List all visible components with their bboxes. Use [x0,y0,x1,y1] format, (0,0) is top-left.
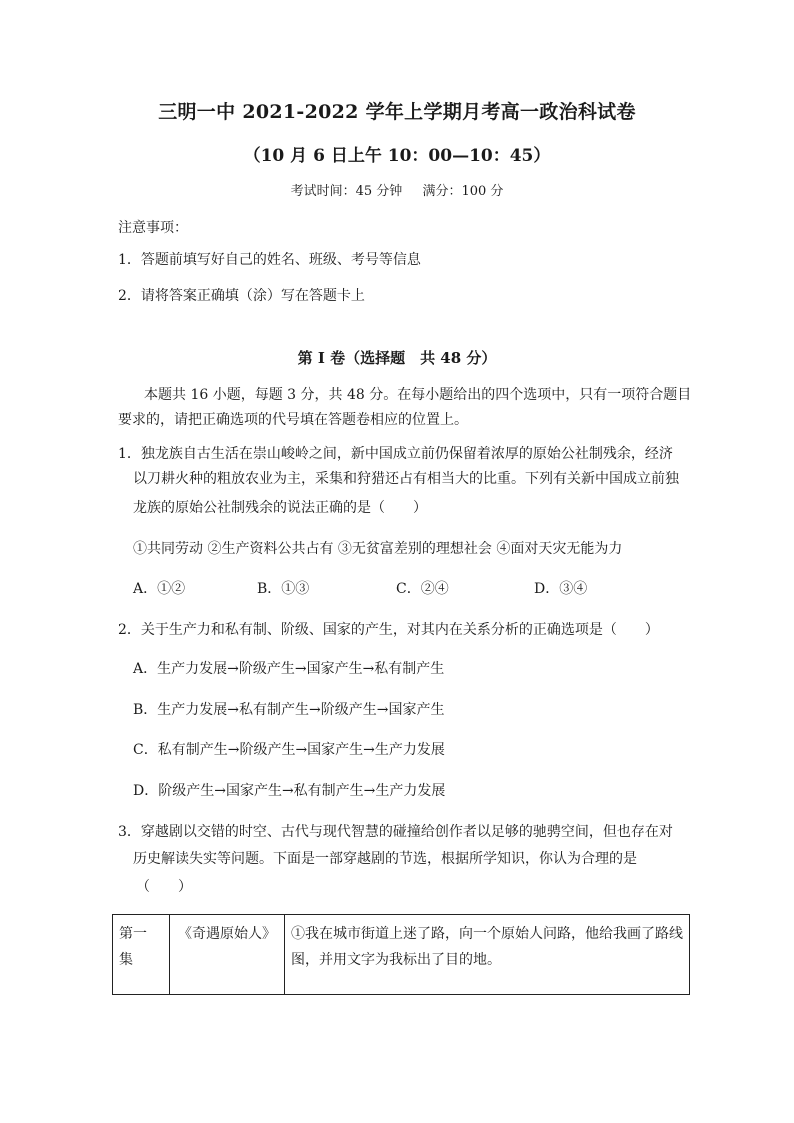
question-1-line1: 1．独龙族自古生活在崇山峻岭之间，新中国成立前仍保留着浓厚的原始公社制残余，经济 [118,446,673,462]
question-1-option-d: D．③④ [534,581,588,597]
question-1-option-b: B．①③ [257,581,310,597]
page-title: 三明一中 2021-2022 学年上学期月考高一政治科试卷 [158,101,636,123]
question-1-option-a: A．①② [133,581,186,597]
question-3-line2: 历史解读失实等问题。下面是一部穿越剧的节选，根据所学知识，你认为合理的是 [133,851,637,867]
question-1-option-c: C．②④ [396,581,449,597]
exam-meta [0,180,794,199]
question-2-stem: 2．关于生产力和私有制、阶级、国家的产生，对其内在关系分析的正确选项是（ ） [118,622,659,638]
question-1-line3: 龙族的原始公社制残余的说法正确的是（ ） [133,500,427,516]
full-score: 满分：100 分 [422,184,504,199]
notice-item-1: 1．答题前填写好自己的姓名、班级、考号等信息 [118,252,421,268]
question-2-option-c: C．私有制产生→阶级产生→国家产生→生产力发展 [133,742,445,758]
section-intro-line1: 本题共 16 小题，每题 3 分，共 48 分。在每小题给出的四个选项中，只有一项符合题目 [144,387,692,403]
episode-content-line2: 图，并用文字为我标出了目的地。 [291,952,501,968]
episode-number-cell [113,915,170,995]
episode-number-line1: 第一 [119,926,147,942]
episode-number-line2: 集 [119,952,133,968]
question-1-statements: ①共同劳动 ②生产资料公共占有 ③无贫富差别的理想社会 ④面对天灾无能为力 [133,541,623,557]
table-row [113,915,690,995]
notice-heading: 注意事项： [118,220,188,236]
section-intro-line2: 要求的，请把正确选项的代号填在答题卷相应的位置上。 [118,412,468,428]
question-2-option-d: D．阶级产生→国家产生→私有制产生→生产力发展 [133,783,446,799]
question-3-line1: 3．穿越剧以交错的时空、古代与现代智慧的碰撞给创作者以足够的驰骋空间，但也存在对 [118,824,673,840]
section-title: 第 I 卷（选择题 共 48 分） [297,349,497,367]
episode-content-cell [285,915,690,995]
notice-item-2: 2．请将答案正确填（涂）写在答题卡上 [118,288,365,304]
episode-name-cell [170,915,285,995]
question-3-line3: （ ） [136,879,192,895]
question-2-option-b: B．生产力发展→私有制产生→阶级产生→国家产生 [133,702,445,718]
exam-time: 考试时间：45 分钟 [290,184,403,199]
question-2-option-a: A．生产力发展→阶级产生→国家产生→私有制产生 [133,661,445,677]
episode-name: 《奇遇原始人》 [178,926,276,942]
episode-table [112,914,690,995]
episode-content-line1: ①我在城市街道上迷了路，向一个原始人问路，他给我画了路线 [291,926,683,942]
question-1-line2: 以刀耕火种的粗放农业为主，采集和狩猎还占有相当大的比重。下列有关新中国成立前独 [133,471,679,487]
exam-date-subtitle: （10 月 6 日上午 10：00—10：45） [243,146,551,166]
